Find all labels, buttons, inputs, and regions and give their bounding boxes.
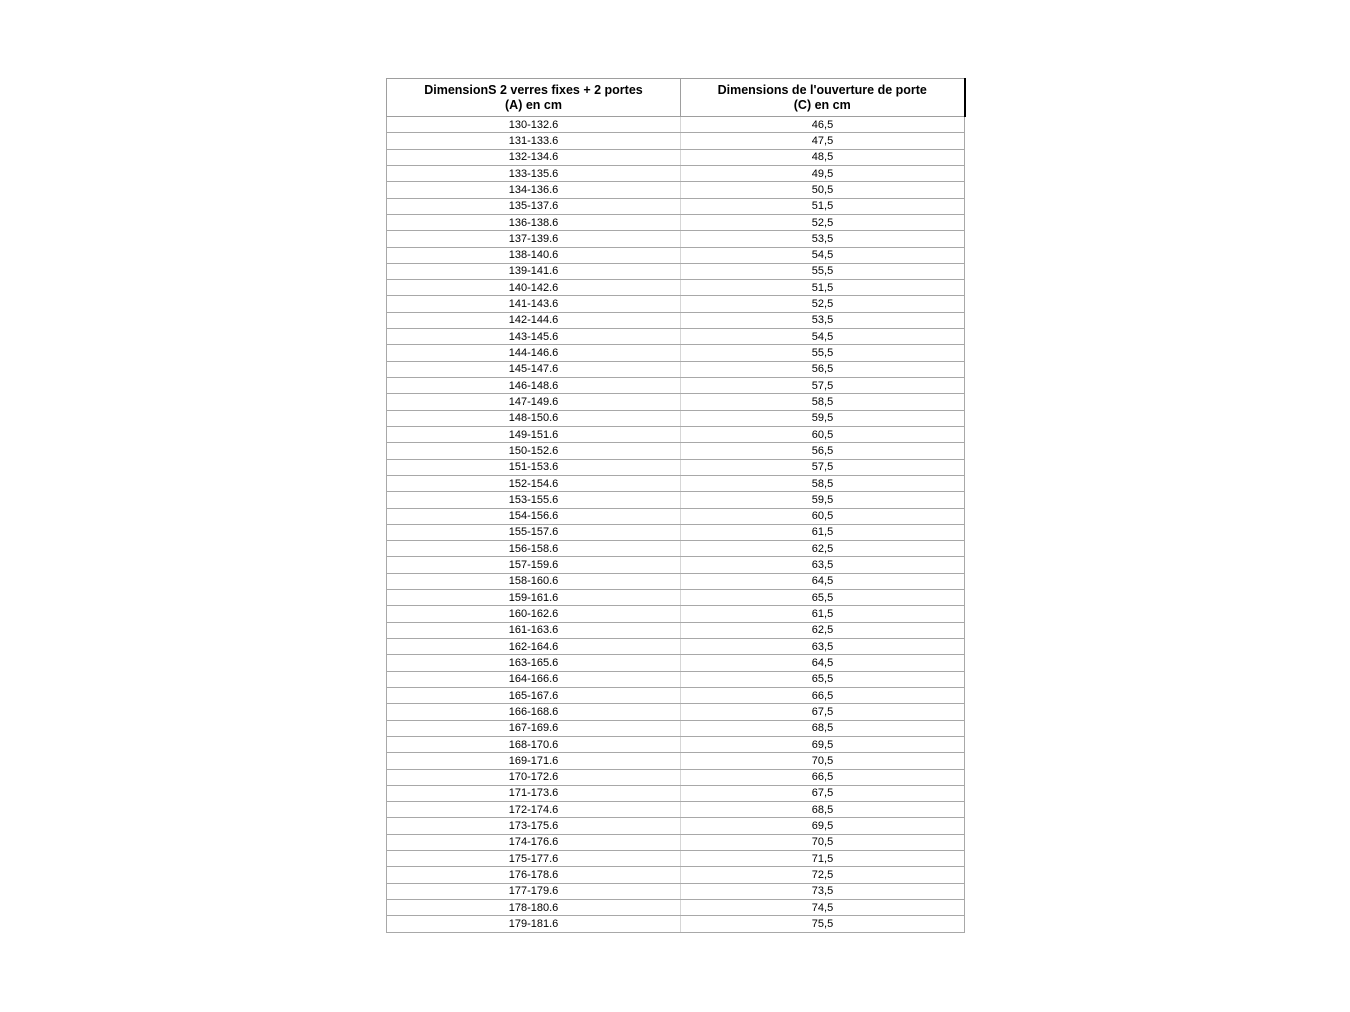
- cell-opening-c: 51,5: [681, 198, 965, 214]
- table-row: [387, 165, 965, 181]
- cell-dimension-a: 157-159.6: [387, 557, 681, 573]
- cell-opening-c: 61,5: [681, 606, 965, 622]
- cell-dimension-a: 137-139.6: [387, 231, 681, 247]
- cell-opening-c: 46,5: [681, 117, 965, 133]
- cell-dimension-a: 170-172.6: [387, 769, 681, 785]
- table-row: [387, 394, 965, 410]
- table-row: [387, 524, 965, 540]
- cell-opening-c: 52,5: [681, 296, 965, 312]
- cell-opening-c: 53,5: [681, 231, 965, 247]
- table-row: [387, 802, 965, 818]
- cell-dimension-a: 150-152.6: [387, 443, 681, 459]
- cell-opening-c: 68,5: [681, 720, 965, 736]
- cell-opening-c: 53,5: [681, 312, 965, 328]
- cell-opening-c: 55,5: [681, 345, 965, 361]
- cell-opening-c: 60,5: [681, 508, 965, 524]
- cell-dimension-a: 141-143.6: [387, 296, 681, 312]
- cell-opening-c: 59,5: [681, 492, 965, 508]
- cell-opening-c: 67,5: [681, 785, 965, 801]
- table-row: [387, 655, 965, 671]
- table-row: [387, 345, 965, 361]
- dimensions-table: [386, 78, 966, 933]
- cell-dimension-a: 146-148.6: [387, 378, 681, 394]
- cell-dimension-a: 173-175.6: [387, 818, 681, 834]
- cell-opening-c: 65,5: [681, 671, 965, 687]
- table-row: [387, 280, 965, 296]
- cell-opening-c: 64,5: [681, 655, 965, 671]
- cell-opening-c: 61,5: [681, 524, 965, 540]
- cell-dimension-a: 140-142.6: [387, 280, 681, 296]
- cell-opening-c: 59,5: [681, 410, 965, 426]
- table-row: [387, 916, 965, 932]
- table-row: [387, 557, 965, 573]
- cell-opening-c: 63,5: [681, 639, 965, 655]
- cell-dimension-a: 130-132.6: [387, 117, 681, 133]
- table-row: [387, 639, 965, 655]
- cell-opening-c: 64,5: [681, 573, 965, 589]
- cell-opening-c: 49,5: [681, 165, 965, 181]
- cell-dimension-a: 169-171.6: [387, 753, 681, 769]
- cell-dimension-a: 145-147.6: [387, 361, 681, 377]
- cell-dimension-a: 133-135.6: [387, 165, 681, 181]
- table-row: [387, 867, 965, 883]
- cell-opening-c: 63,5: [681, 557, 965, 573]
- cell-dimension-a: 161-163.6: [387, 622, 681, 638]
- table-row: [387, 883, 965, 899]
- cell-dimension-a: 177-179.6: [387, 883, 681, 899]
- cell-dimension-a: 144-146.6: [387, 345, 681, 361]
- cell-dimension-a: 148-150.6: [387, 410, 681, 426]
- cell-opening-c: 70,5: [681, 753, 965, 769]
- table-row: [387, 736, 965, 752]
- table-row: [387, 426, 965, 442]
- table-row: [387, 231, 965, 247]
- cell-dimension-a: 149-151.6: [387, 426, 681, 442]
- cell-opening-c: 70,5: [681, 834, 965, 850]
- cell-dimension-a: 167-169.6: [387, 720, 681, 736]
- cell-dimension-a: 159-161.6: [387, 590, 681, 606]
- cell-dimension-a: 171-173.6: [387, 785, 681, 801]
- table-row: [387, 329, 965, 345]
- header-opening-c-line1: Dimensions de l'ouverture de porte: [717, 82, 927, 97]
- cell-opening-c: 66,5: [681, 769, 965, 785]
- table-row: [387, 443, 965, 459]
- table-row: [387, 622, 965, 638]
- cell-dimension-a: 142-144.6: [387, 312, 681, 328]
- table-row: [387, 198, 965, 214]
- table-row: [387, 687, 965, 703]
- cell-opening-c: 66,5: [681, 687, 965, 703]
- cell-dimension-a: 152-154.6: [387, 475, 681, 491]
- cell-dimension-a: 154-156.6: [387, 508, 681, 524]
- cell-opening-c: 74,5: [681, 900, 965, 916]
- table-row: [387, 541, 965, 557]
- table-row: [387, 573, 965, 589]
- header-dimensions-a-line1: DimensionS 2 verres fixes + 2 portes: [424, 82, 643, 97]
- cell-opening-c: 68,5: [681, 802, 965, 818]
- cell-dimension-a: 138-140.6: [387, 247, 681, 263]
- table-row: [387, 312, 965, 328]
- table-row: [387, 769, 965, 785]
- header-opening-c: [681, 79, 965, 117]
- cell-dimension-a: 174-176.6: [387, 834, 681, 850]
- cell-dimension-a: 179-181.6: [387, 916, 681, 932]
- table-row: [387, 606, 965, 622]
- cell-dimension-a: 172-174.6: [387, 802, 681, 818]
- cell-opening-c: 65,5: [681, 590, 965, 606]
- table-row: [387, 704, 965, 720]
- cell-dimension-a: 156-158.6: [387, 541, 681, 557]
- cell-opening-c: 57,5: [681, 378, 965, 394]
- cell-dimension-a: 153-155.6: [387, 492, 681, 508]
- table-row: [387, 247, 965, 263]
- cell-opening-c: 47,5: [681, 133, 965, 149]
- table-row: [387, 785, 965, 801]
- header-opening-c-line2: (C) en cm: [793, 97, 851, 112]
- table-row: [387, 590, 965, 606]
- cell-dimension-a: 151-153.6: [387, 459, 681, 475]
- cell-opening-c: 56,5: [681, 443, 965, 459]
- cell-opening-c: 50,5: [681, 182, 965, 198]
- table-row: [387, 492, 965, 508]
- table-row: [387, 818, 965, 834]
- cell-opening-c: 67,5: [681, 704, 965, 720]
- cell-dimension-a: 165-167.6: [387, 687, 681, 703]
- cell-dimension-a: 162-164.6: [387, 639, 681, 655]
- table-row: [387, 149, 965, 165]
- cell-dimension-a: 163-165.6: [387, 655, 681, 671]
- table-row: [387, 117, 965, 133]
- table-row: [387, 459, 965, 475]
- cell-opening-c: 56,5: [681, 361, 965, 377]
- cell-dimension-a: 155-157.6: [387, 524, 681, 540]
- cell-dimension-a: 147-149.6: [387, 394, 681, 410]
- cell-opening-c: 62,5: [681, 622, 965, 638]
- cell-opening-c: 60,5: [681, 426, 965, 442]
- table-row: [387, 508, 965, 524]
- cell-dimension-a: 164-166.6: [387, 671, 681, 687]
- cell-dimension-a: 160-162.6: [387, 606, 681, 622]
- table-row: [387, 851, 965, 867]
- table-row: [387, 296, 965, 312]
- cell-opening-c: 52,5: [681, 214, 965, 230]
- cell-opening-c: 75,5: [681, 916, 965, 932]
- cell-dimension-a: 168-170.6: [387, 736, 681, 752]
- cell-opening-c: 69,5: [681, 818, 965, 834]
- cell-opening-c: 48,5: [681, 149, 965, 165]
- header-dimensions-a-line2: (A) en cm: [505, 97, 562, 112]
- table-row: [387, 900, 965, 916]
- cell-opening-c: 58,5: [681, 475, 965, 491]
- cell-opening-c: 58,5: [681, 394, 965, 410]
- cell-dimension-a: 176-178.6: [387, 867, 681, 883]
- table-header-row: [387, 79, 965, 117]
- cell-opening-c: 57,5: [681, 459, 965, 475]
- cell-dimension-a: 134-136.6: [387, 182, 681, 198]
- table-row: [387, 214, 965, 230]
- cell-opening-c: 72,5: [681, 867, 965, 883]
- table-row: [387, 182, 965, 198]
- cell-dimension-a: 139-141.6: [387, 263, 681, 279]
- cell-opening-c: 69,5: [681, 736, 965, 752]
- cell-dimension-a: 135-137.6: [387, 198, 681, 214]
- table-row: [387, 720, 965, 736]
- cell-opening-c: 71,5: [681, 851, 965, 867]
- cell-opening-c: 54,5: [681, 247, 965, 263]
- table-body: [387, 117, 965, 933]
- cell-dimension-a: 132-134.6: [387, 149, 681, 165]
- table-row: [387, 133, 965, 149]
- table-row: [387, 361, 965, 377]
- cell-opening-c: 51,5: [681, 280, 965, 296]
- cell-dimension-a: 178-180.6: [387, 900, 681, 916]
- cell-dimension-a: 166-168.6: [387, 704, 681, 720]
- cell-opening-c: 55,5: [681, 263, 965, 279]
- table-row: [387, 753, 965, 769]
- cell-dimension-a: 175-177.6: [387, 851, 681, 867]
- table-row: [387, 671, 965, 687]
- table-row: [387, 263, 965, 279]
- cell-opening-c: 54,5: [681, 329, 965, 345]
- cell-dimension-a: 158-160.6: [387, 573, 681, 589]
- table-row: [387, 378, 965, 394]
- table-row: [387, 834, 965, 850]
- cell-dimension-a: 131-133.6: [387, 133, 681, 149]
- table-row: [387, 475, 965, 491]
- table-row: [387, 410, 965, 426]
- cell-dimension-a: 143-145.6: [387, 329, 681, 345]
- cell-opening-c: 62,5: [681, 541, 965, 557]
- header-dimensions-a: [387, 79, 681, 117]
- cell-dimension-a: 136-138.6: [387, 214, 681, 230]
- cell-opening-c: 73,5: [681, 883, 965, 899]
